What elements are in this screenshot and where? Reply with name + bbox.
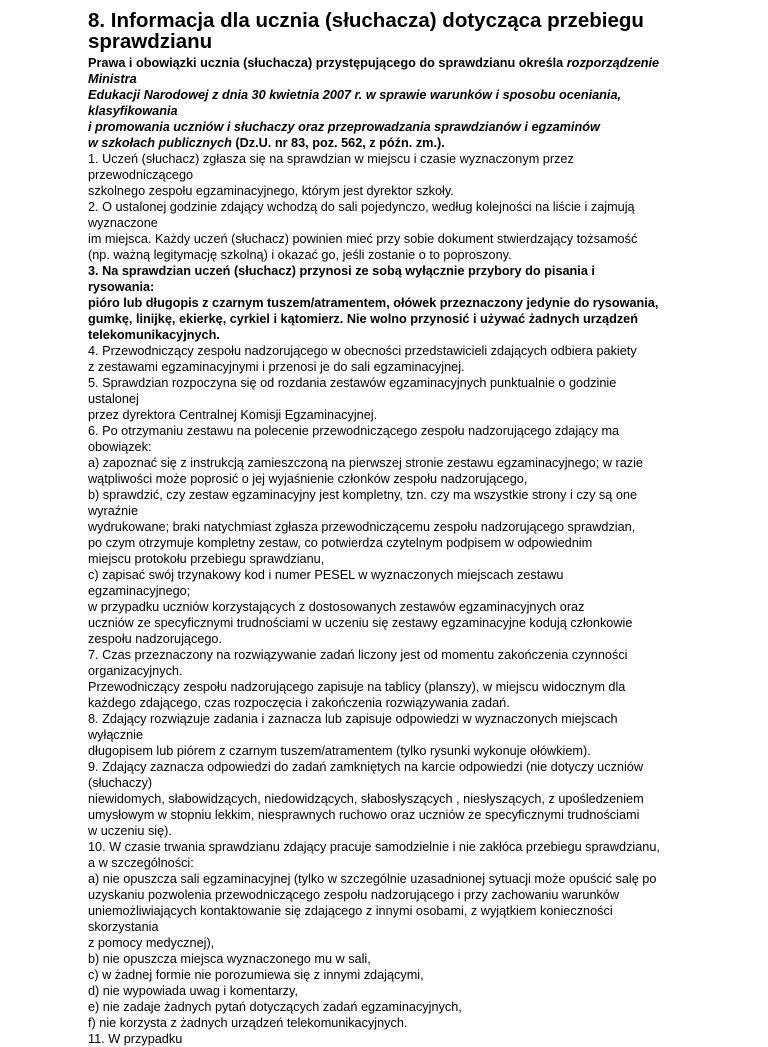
text-line: 4. Przewodniczący zespołu nadzorującego w obecności przedstawicieli zdających odbiera pakiety	[88, 344, 637, 358]
paragraph-10	[88, 839, 688, 1031]
intro-line: Edukacji Narodowej z dnia 30 kwietnia 2007 r. w sprawie warunków i sposobu oceniania,	[88, 88, 622, 102]
paragraph-1	[88, 151, 688, 199]
intro-line: Ministra	[88, 72, 137, 86]
text-line: wydrukowane; braki natychmiast zgłasza przewodniczącemu zespołu nadzorującego sprawdzian,	[88, 520, 636, 534]
text-line: a w szczególności:	[88, 856, 194, 870]
paragraph-3	[88, 263, 688, 343]
intro-italic: rozporządzenie	[566, 56, 660, 70]
text-line: a) zapoznać się z instrukcją zamieszczoną na pierwszej stronie zestawu egzaminacyjnego; w razie	[88, 456, 643, 470]
text-line: w uczeniu się).	[88, 824, 172, 838]
text-line: z zestawami egzaminacyjnymi i przenosi je do sali egzaminacyjnej.	[88, 360, 465, 374]
text-line: przez dyrektora Centralnej Komisji Egzaminacyjnej.	[88, 408, 378, 422]
text-line: zespołu nadzorującego.	[88, 632, 223, 646]
text-line: obowiązek:	[88, 440, 152, 454]
text-line: uzyskaniu pozwolenia przewodniczącego zespołu nadzorującego i przy zachowaniu warunków	[88, 888, 620, 902]
text-line: wyraźnie	[88, 504, 139, 518]
text-line: 6. Po otrzymaniu zestawu na polecenie przewodniczącego zespołu nadzorującego zdający ma	[88, 424, 620, 438]
text-line: gumkę, linijkę, ekierkę, cyrkiel i kątomierz. Nie wolno przynosić i używać żadnych urządzeń	[88, 312, 638, 326]
paragraph-9	[88, 759, 688, 839]
paragraph-11	[88, 1031, 688, 1047]
paragraph-5	[88, 375, 688, 423]
text-line: wyznaczone	[88, 216, 158, 230]
text-line: wyłącznie	[88, 728, 143, 742]
page-title	[88, 10, 688, 52]
intro-italic: w szkołach publicznych	[88, 136, 232, 150]
text-line: telekomunikacyjnych.	[88, 328, 220, 342]
text-line: 2. O ustalonej godzinie zdający wchodzą do sali pojedynczo, według kolejności na liście i zajmują	[88, 200, 635, 214]
text-line: b) sprawdzić, czy zestaw egzaminacyjny jest kompletny, tzn. czy ma wszystkie strony i czy są one	[88, 488, 638, 502]
title-line: 8. Informacja dla ucznia (słuchacza) dotycząca przebiegu	[88, 9, 644, 32]
text-line: b) nie opuszcza miejsca wyznaczonego mu w sali,	[88, 952, 371, 966]
intro-line: klasyfikowania	[88, 104, 178, 118]
text-line: organizacyjnych.	[88, 664, 183, 678]
document-page	[88, 10, 688, 1047]
intro-text: (Dz.U. nr 83, poz. 562, z późn. zm.).	[231, 136, 445, 150]
text-line: 11. W przypadku	[88, 1032, 183, 1046]
intro-text: Prawa i obowiązki ucznia (słuchacza) przystępującego do sprawdzianu określa	[88, 56, 567, 70]
intro-line: i promowania uczniów i słuchaczy oraz przeprowadzania sprawdzianów i egzaminów	[88, 120, 600, 134]
paragraph-7	[88, 647, 688, 711]
text-line: 9. Zdający zaznacza odpowiedzi do zadań zamkniętych na karcie odpowiedzi (nie dotyczy uczniów	[88, 760, 644, 774]
text-line: przewodniczącego	[88, 168, 194, 182]
intro-paragraph	[88, 55, 688, 151]
text-line: 5. Sprawdzian rozpoczyna się od rozdania zestawów egzaminacyjnych punktualnie o godzinie	[88, 376, 617, 390]
text-line: 3. Na sprawdzian uczeń (słuchacz) przynosi ze sobą wyłącznie przybory do pisania i	[88, 264, 595, 278]
text-line: długopisem lub piórem z czarnym tuszem/atramentem (tylko rysunki wykonuje ołówkiem).	[88, 744, 591, 758]
text-line: miejscu protokołu przebiegu sprawdzianu,	[88, 552, 325, 566]
document-body	[88, 55, 688, 1047]
text-line: skorzystania	[88, 920, 159, 934]
text-line: pióro lub długopis z czarnym tuszem/atramentem, ołówek przeznaczony jedynie do rysowania,	[88, 296, 659, 310]
paragraph-2	[88, 199, 688, 263]
text-line: 8. Zdający rozwiązuje zadania i zaznacza lub zapisuje odpowiedzi w wyznaczonych miejscach	[88, 712, 618, 726]
text-line: wątpliwości może poprosić o jej wyjaśnienie członków zespołu nadzorującego,	[88, 472, 528, 486]
title-line: sprawdzianu	[88, 30, 213, 53]
text-line: umysłowym w stopniu lekkim, niesprawnych ruchowo oraz uczniów ze specyficznymi trudnościami	[88, 808, 640, 822]
text-line: niewidomych, słabowidzących, niedowidzących, słabosłyszących , niesłyszących, z upośledzeniem	[88, 792, 644, 806]
text-line: a) nie opuszcza sali egzaminacyjnej (tylko w szczególnie uzasadnionej sytuacji może opuścić salę po	[88, 872, 657, 886]
text-line: każdego zdającego, czas rozpoczęcia i zakończenia rozwiązywania zadań.	[88, 696, 510, 710]
text-line: po czym otrzymuje kompletny zestaw, co potwierdza czytelnym podpisem w odpowiednim	[88, 536, 593, 550]
text-line: z pomocy medycznej),	[88, 936, 215, 950]
text-line: ustalonej	[88, 392, 139, 406]
text-line: egzaminacyjnego;	[88, 584, 191, 598]
text-line: rysowania:	[88, 280, 155, 294]
paragraph-6	[88, 423, 688, 647]
text-line: 1. Uczeń (słuchacz) zgłasza się na sprawdzian w miejscu i czasie wyznaczonym przez	[88, 152, 574, 166]
text-line: Przewodniczący zespołu nadzorującego zapisuje na tablicy (planszy), w miejscu widocznym dla	[88, 680, 626, 694]
text-line: 7. Czas przeznaczony na rozwiązywanie zadań liczony jest od momentu zakończenia czynności	[88, 648, 628, 662]
text-line: w przypadku uczniów korzystających z dostosowanych zestawów egzaminacyjnych oraz	[88, 600, 585, 614]
text-line: szkolnego zespołu egzaminacyjnego, którym jest dyrektor szkoły.	[88, 184, 454, 198]
text-line: im miejsca. Każdy uczeń (słuchacz) powinien mieć przy sobie dokument stwierdzający tożsamość	[88, 232, 638, 246]
text-line: 10. W czasie trwania sprawdzianu zdający pracuje samodzielnie i nie zakłóca przebiegu sprawdzianu,	[88, 840, 660, 854]
text-line: e) nie zadaje żadnych pytań dotyczących zadań egzaminacyjnych,	[88, 1000, 462, 1014]
text-line: c) w żadnej formie nie porozumiewa się z innymi zdającymi,	[88, 968, 424, 982]
text-line: uczniów ze specyficznymi trudnościami w uczeniu się zestawy egzaminacyjne kodują członkowie	[88, 616, 633, 630]
text-line: (słuchaczy)	[88, 776, 153, 790]
paragraph-8	[88, 711, 688, 759]
text-line: uniemożliwiających kontaktowanie się zdającego z innymi osobami, z wyjątkiem konieczności	[88, 904, 613, 918]
paragraph-4	[88, 343, 688, 375]
text-line: d) nie wypowiada uwag i komentarzy,	[88, 984, 298, 998]
text-line: c) zapisać swój trzynakowy kod i numer PESEL w wyznaczonych miejscach zestawu	[88, 568, 564, 582]
text-line: f) nie korzysta z żadnych urządzeń telekomunikacyjnych.	[88, 1016, 408, 1030]
text-line: (np. ważną legitymację szkolną) i okazać go, jeśli zostanie o to poproszony.	[88, 248, 512, 262]
